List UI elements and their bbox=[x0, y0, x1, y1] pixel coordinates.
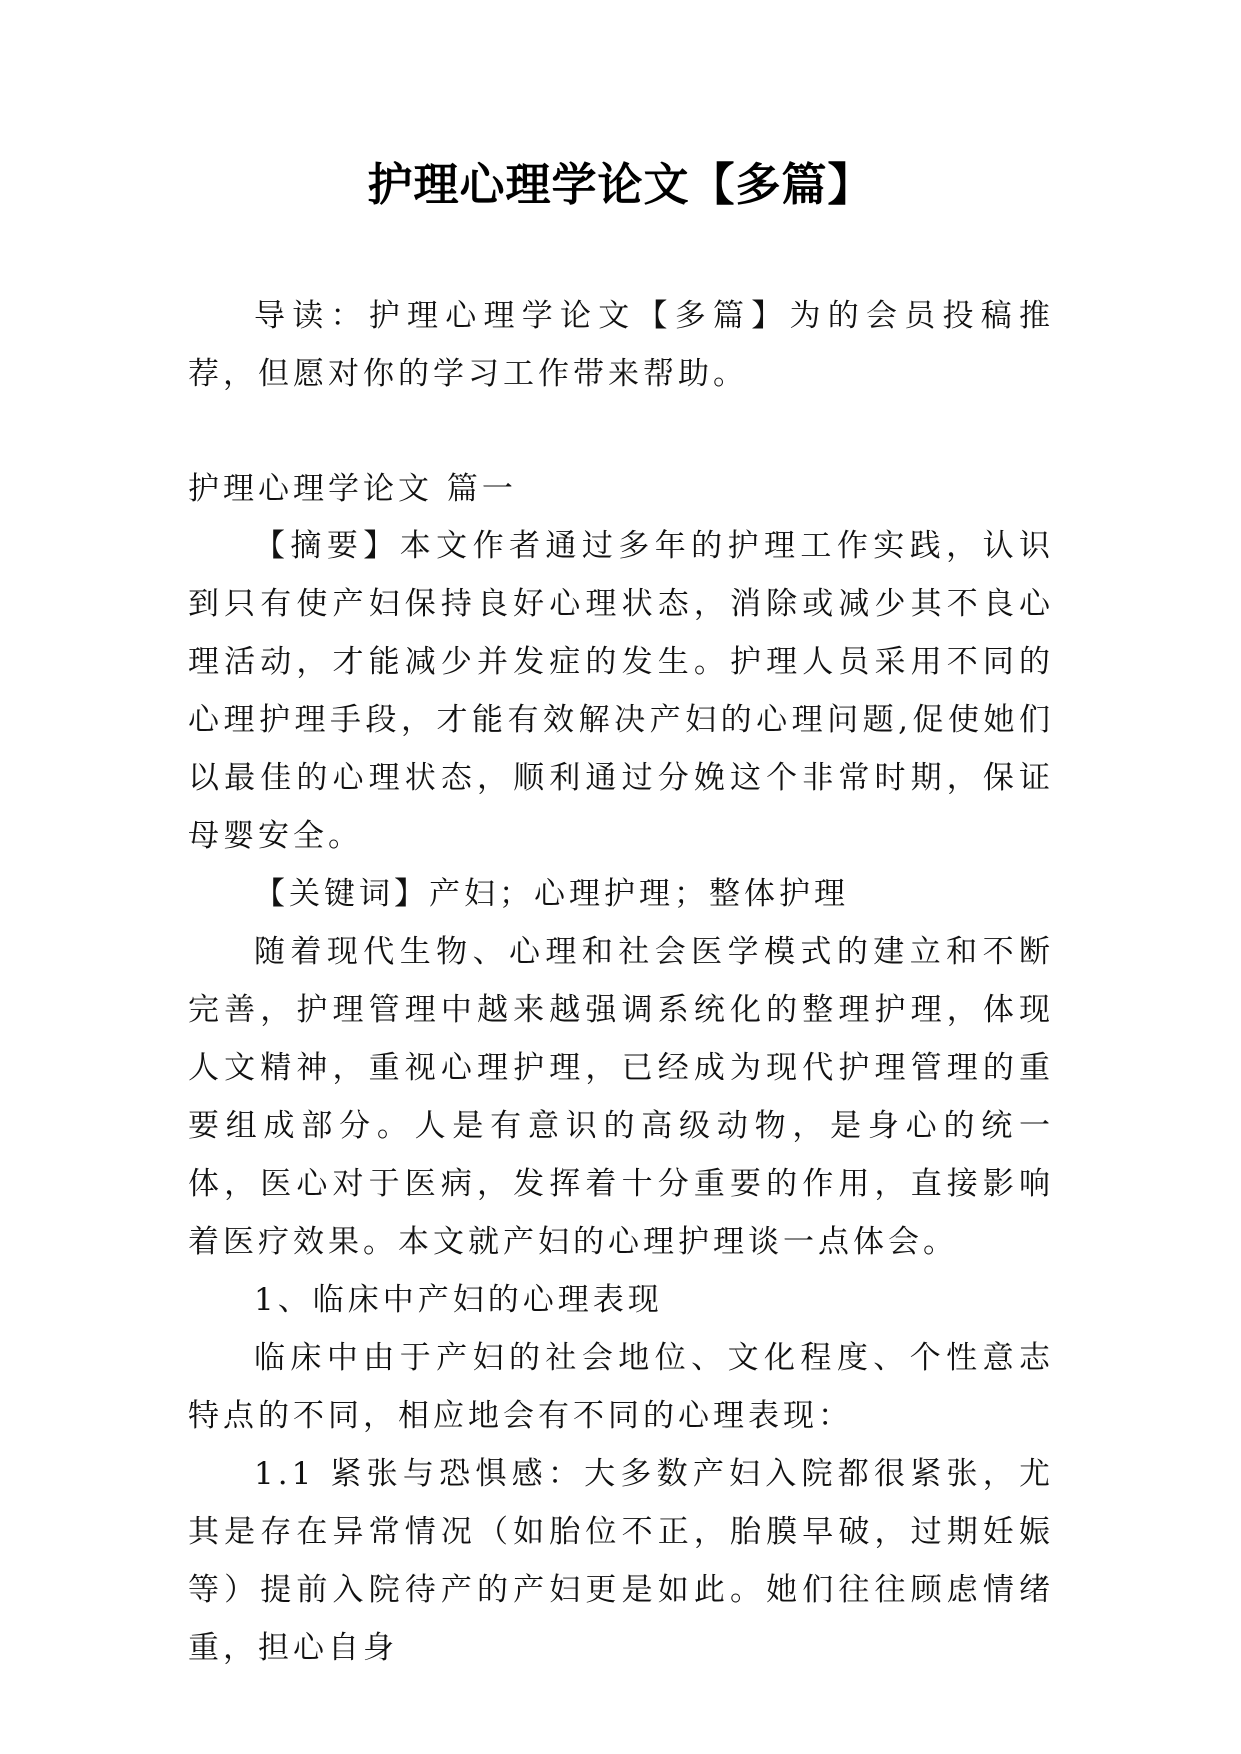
section-heading: 护理心理学论文 篇一 bbox=[188, 471, 517, 507]
abstract-paragraph: 【摘要】本文作者通过多年的护理工作实践，认识到只有使产妇保持良好心理状态，消除或减少其不良心理活动，才能减少并发症的发生。护理人员采用不同的心理护理手段，才能有效解决产妇的心理问题,促使她们以最佳的心理状态，顺利通过分娩这个非常时期，保证母婴安全。 bbox=[188, 528, 1054, 854]
subsection-heading: 1、临床中产妇的心理表现 bbox=[254, 1282, 663, 1318]
intro-block bbox=[188, 287, 1054, 403]
main-text-block bbox=[188, 517, 1054, 1677]
section-heading-block bbox=[188, 460, 1054, 518]
intro-paragraph: 导读：护理心理学论文【多篇】为的会员投稿推荐，但愿对你的学习工作带来帮助。 bbox=[188, 298, 1054, 392]
body-paragraph: 随着现代生物、心理和社会医学模式的建立和不断完善，护理管理中越来越强调系统化的整理护理，体现人文精神，重视心理护理，已经成为现代护理管理的重要组成部分。人是有意识的高级动物，是身心的统一体，医心对于医病，发挥着十分重要的作用，直接影响着医疗效果。本文就产妇的心理护理谈一点体会。 bbox=[188, 934, 1054, 1260]
document-title: 护理心理学论文【多篇】 bbox=[367, 158, 874, 211]
body-paragraph: 临床中由于产妇的社会地位、文化程度、个性意志特点的不同，相应地会有不同的心理表现： bbox=[188, 1340, 1054, 1434]
keywords-paragraph: 【关键词】产妇；心理护理；整体护理 bbox=[254, 876, 849, 912]
body-paragraph: 1.1 紧张与恐惧感：大多数产妇入院都很紧张，尤其是存在异常情况（如胎位不正，胎膜早破，过期妊娠等）提前入院待产的产妇更是如此。她们往往顾虑情绪重，担心自身 bbox=[188, 1456, 1054, 1666]
